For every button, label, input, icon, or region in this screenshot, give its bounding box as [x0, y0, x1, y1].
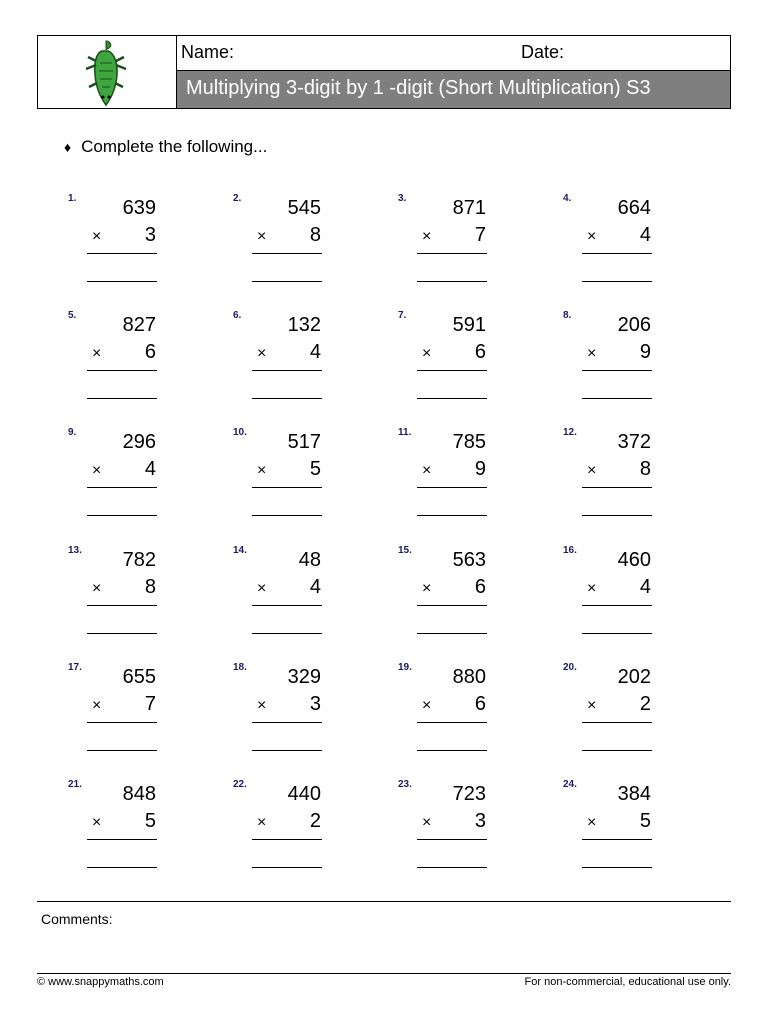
multiplicand: 329: [287, 666, 321, 688]
problem-item: [563, 310, 703, 410]
problem-number: 5.: [68, 310, 77, 321]
product-rule: [582, 722, 652, 723]
problem-number: 24.: [563, 779, 577, 790]
multiplier: 3: [474, 810, 486, 832]
multiplicand: 655: [122, 666, 156, 688]
answer-line[interactable]: [252, 515, 322, 516]
problem-item: [398, 193, 538, 293]
answer-line[interactable]: [582, 398, 652, 399]
product-rule: [582, 605, 652, 606]
multiplicand: 517: [287, 431, 321, 453]
problem-number: 16.: [563, 545, 577, 556]
multiplier: 6: [474, 341, 486, 363]
name-date-row: [177, 36, 730, 71]
multiplicand: 48: [298, 549, 321, 571]
product-rule: [417, 253, 487, 254]
multiplier: 8: [639, 458, 651, 480]
product-rule: [582, 253, 652, 254]
multiplier: 6: [474, 693, 486, 715]
problem-number: 3.: [398, 193, 407, 204]
problem-number: 21.: [68, 779, 82, 790]
multiplicand: 202: [617, 666, 651, 688]
product-rule: [87, 370, 157, 371]
multiply-sign: ×: [422, 697, 432, 714]
answer-line[interactable]: [417, 750, 487, 751]
product-rule: [582, 487, 652, 488]
problem-item: [68, 662, 208, 762]
multiply-sign: ×: [257, 228, 267, 245]
multiply-sign: ×: [422, 580, 432, 597]
problem-number: 10.: [233, 427, 247, 438]
multiplier: 6: [474, 576, 486, 598]
multiply-sign: ×: [257, 697, 267, 714]
problem-item: [233, 193, 373, 293]
multiply-sign: ×: [422, 228, 432, 245]
multiply-sign: ×: [257, 814, 267, 831]
product-rule: [417, 839, 487, 840]
problem-number: 19.: [398, 662, 412, 673]
problem-item: [398, 779, 538, 879]
problem-number: 14.: [233, 545, 247, 556]
problem-number: 4.: [563, 193, 572, 204]
answer-line[interactable]: [252, 281, 322, 282]
multiply-sign: ×: [422, 462, 432, 479]
multiplicand: 848: [122, 783, 156, 805]
product-rule: [417, 370, 487, 371]
multiplier: 3: [309, 693, 321, 715]
product-rule: [87, 722, 157, 723]
answer-line[interactable]: [417, 515, 487, 516]
multiplicand: 591: [452, 314, 486, 336]
product-rule: [417, 722, 487, 723]
multiplicand: 785: [452, 431, 486, 453]
date-label: Date:: [521, 42, 565, 62]
product-rule: [252, 605, 322, 606]
footer-usage-note: For non-commercial, educational use only.: [524, 976, 731, 988]
problem-item: [68, 310, 208, 410]
multiplier: 9: [474, 458, 486, 480]
multiplier: 7: [474, 224, 486, 246]
answer-line[interactable]: [417, 633, 487, 634]
problem-item: [398, 662, 538, 762]
multiplicand: 639: [122, 197, 156, 219]
problem-number: 23.: [398, 779, 412, 790]
multiplier: 4: [639, 224, 651, 246]
multiply-sign: ×: [587, 814, 597, 831]
answer-line[interactable]: [582, 633, 652, 634]
multiplicand: 206: [617, 314, 651, 336]
multiplier: 4: [309, 341, 321, 363]
multiplier: 6: [144, 341, 156, 363]
product-rule: [582, 370, 652, 371]
problem-item: [68, 779, 208, 879]
product-rule: [87, 839, 157, 840]
answer-line[interactable]: [582, 750, 652, 751]
multiplier: 4: [144, 458, 156, 480]
multiplicand: 372: [617, 431, 651, 453]
problem-number: 17.: [68, 662, 82, 673]
problem-number: 7.: [398, 310, 407, 321]
problem-number: 6.: [233, 310, 242, 321]
answer-line[interactable]: [87, 398, 157, 399]
product-rule: [417, 487, 487, 488]
multiply-sign: ×: [92, 462, 102, 479]
instruction: [64, 137, 267, 157]
problem-item: [398, 310, 538, 410]
answer-line[interactable]: [252, 867, 322, 868]
multiply-sign: ×: [422, 814, 432, 831]
product-rule: [252, 370, 322, 371]
multiplier: 5: [144, 810, 156, 832]
problem-item: [233, 310, 373, 410]
product-rule: [417, 605, 487, 606]
problem-item: [563, 545, 703, 645]
multiply-sign: ×: [422, 345, 432, 362]
multiplicand: 664: [617, 197, 651, 219]
multiplier: 8: [309, 224, 321, 246]
comments-divider: [37, 901, 731, 902]
multiplier: 7: [144, 693, 156, 715]
logo-box: [38, 36, 177, 108]
multiplier: 4: [639, 576, 651, 598]
answer-line[interactable]: [252, 633, 322, 634]
diamond-bullet-icon: ♦: [64, 139, 72, 155]
worksheet-title: Multiplying 3-digit by 1 -digit (Short Multiplication) S3: [177, 71, 730, 108]
instruction-text: Complete the following...: [81, 137, 268, 156]
answer-line[interactable]: [252, 750, 322, 751]
product-rule: [582, 839, 652, 840]
answer-line[interactable]: [87, 515, 157, 516]
footer-divider: [37, 973, 731, 974]
problem-number: 11.: [398, 427, 412, 438]
problem-number: 22.: [233, 779, 247, 790]
footer-copyright: © www.snappymaths.com: [37, 976, 164, 988]
multiply-sign: ×: [257, 345, 267, 362]
multiply-sign: ×: [587, 580, 597, 597]
problem-number: 1.: [68, 193, 77, 204]
multiply-sign: ×: [587, 462, 597, 479]
multiplier: 3: [144, 224, 156, 246]
answer-line[interactable]: [417, 398, 487, 399]
problem-item: [68, 193, 208, 293]
problem-number: 8.: [563, 310, 572, 321]
answer-line[interactable]: [582, 867, 652, 868]
product-rule: [87, 605, 157, 606]
problem-number: 15.: [398, 545, 412, 556]
answer-line[interactable]: [87, 867, 157, 868]
multiplier: 2: [639, 693, 651, 715]
multiplier: 5: [309, 458, 321, 480]
product-rule: [87, 487, 157, 488]
answer-line[interactable]: [417, 867, 487, 868]
problem-number: 12.: [563, 427, 577, 438]
multiply-sign: ×: [587, 345, 597, 362]
problem-item: [233, 545, 373, 645]
multiplicand: 880: [452, 666, 486, 688]
multiplicand: 782: [122, 549, 156, 571]
multiplier: 5: [639, 810, 651, 832]
problem-number: 9.: [68, 427, 77, 438]
comments-label: Comments:: [41, 911, 113, 927]
problem-item: [398, 545, 538, 645]
answer-line[interactable]: [87, 281, 157, 282]
problem-item: [233, 427, 373, 527]
product-rule: [252, 487, 322, 488]
answer-line[interactable]: [252, 398, 322, 399]
problem-item: [68, 545, 208, 645]
multiplier: 2: [309, 810, 321, 832]
problem-item: [563, 662, 703, 762]
multiplicand: 563: [452, 549, 486, 571]
problem-number: 13.: [68, 545, 82, 556]
multiplicand: 132: [287, 314, 321, 336]
multiplicand: 827: [122, 314, 156, 336]
answer-line[interactable]: [87, 633, 157, 634]
problem-item: [68, 427, 208, 527]
multiply-sign: ×: [587, 697, 597, 714]
problem-item: [563, 427, 703, 527]
multiplicand: 545: [287, 197, 321, 219]
multiply-sign: ×: [92, 697, 102, 714]
answer-line[interactable]: [417, 281, 487, 282]
problem-number: 2.: [233, 193, 242, 204]
multiplier: 9: [639, 341, 651, 363]
crocodile-icon: [84, 39, 128, 107]
product-rule: [252, 839, 322, 840]
answer-line[interactable]: [87, 750, 157, 751]
product-rule: [252, 253, 322, 254]
problem-item: [233, 662, 373, 762]
multiply-sign: ×: [92, 814, 102, 831]
answer-line[interactable]: [582, 281, 652, 282]
multiplier: 8: [144, 576, 156, 598]
multiplier: 4: [309, 576, 321, 598]
multiplicand: 460: [617, 549, 651, 571]
multiplicand: 440: [287, 783, 321, 805]
multiplicand: 384: [617, 783, 651, 805]
problem-number: 18.: [233, 662, 247, 673]
multiplicand: 723: [452, 783, 486, 805]
worksheet-header: [37, 35, 731, 109]
product-rule: [87, 253, 157, 254]
problem-item: [233, 779, 373, 879]
multiplicand: 871: [452, 197, 486, 219]
problem-item: [398, 427, 538, 527]
multiply-sign: ×: [92, 345, 102, 362]
multiply-sign: ×: [92, 228, 102, 245]
problem-number: 20.: [563, 662, 577, 673]
multiply-sign: ×: [587, 228, 597, 245]
problem-item: [563, 779, 703, 879]
multiply-sign: ×: [257, 462, 267, 479]
multiply-sign: ×: [257, 580, 267, 597]
problem-item: [563, 193, 703, 293]
answer-line[interactable]: [582, 515, 652, 516]
multiplicand: 296: [122, 431, 156, 453]
product-rule: [252, 722, 322, 723]
multiply-sign: ×: [92, 580, 102, 597]
name-label: Name:: [181, 42, 235, 62]
